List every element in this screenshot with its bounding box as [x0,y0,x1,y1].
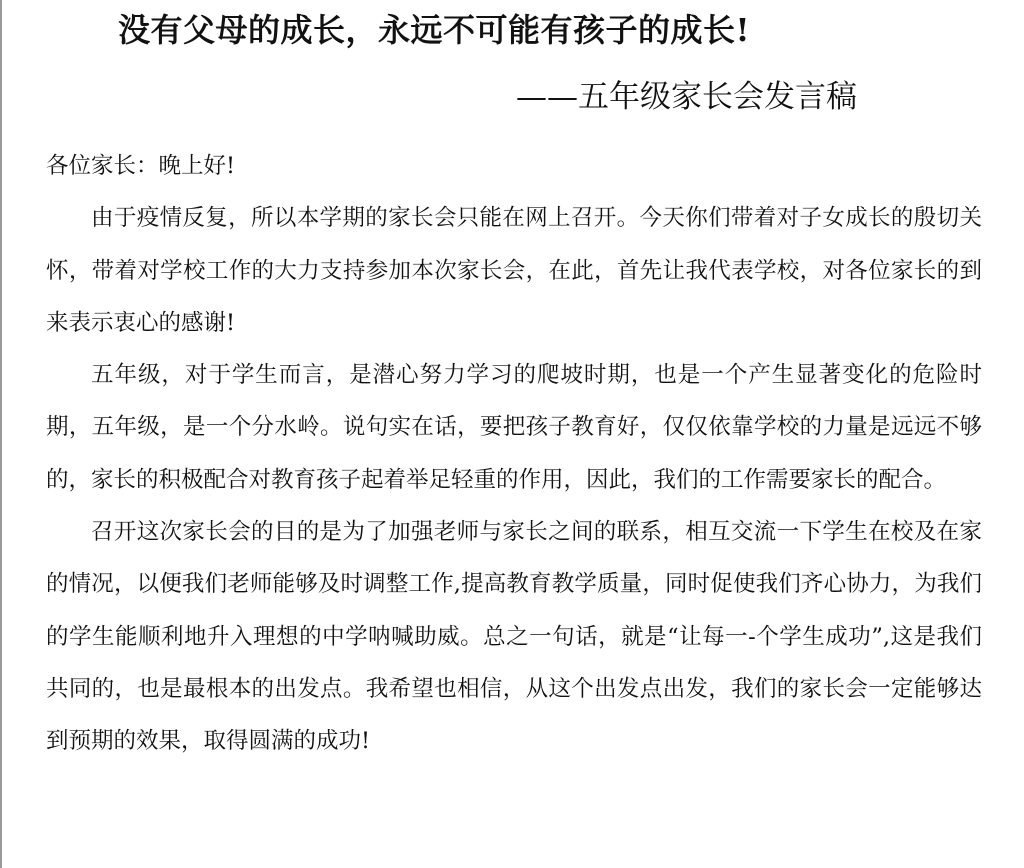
paragraph-3: 召开这次家长会的目的是为了加强老师与家长之间的联系，相互交流一下学生在校及在家的情况，以便我们老师能够及时调整工作,提高教育教学质量，同时促使我们齐心协力，为我们的学生能顺利地升入理想的中学呐喊助威。总之一句话，就是“让每一-个学生成功”,这是我们共同的，也是最根本的出发点。我希望也相信，从这个出发点出发，我们的家长会一定能够达到预期的效果，取得圆满的成功! [46,519,982,755]
paragraph-1: 由于疫情反复，所以本学期的家长会只能在网上召开。今天你们带着对子女成长的殷切关怀，带着对学校工作的大力支持参加本次家长会，在此，首先让我代表学校，对各位家长的到来表示衷心的感谢! [46,205,982,336]
document-subtitle: ——五年级家长会发言稿 [516,79,857,115]
document-title: 没有父母的成长，永远不可能有孩子的成长! [118,11,751,49]
page-left-border [0,0,2,868]
paragraph-2: 五年级，对于学生而言，是潜心努力学习的爬坡时期，也是一个产生显著变化的危险时期，五年级，是一个分水岭。说句实在话，要把孩子教育好，仅仅依靠学校的力量是远远不够的，家长的积极配合对教育孩子起着举足轻重的作用，因此，我们的工作需要家长的配合。 [46,362,982,493]
document-body [46,140,982,768]
greeting-line: 各位家长：晚上好! [46,153,236,179]
